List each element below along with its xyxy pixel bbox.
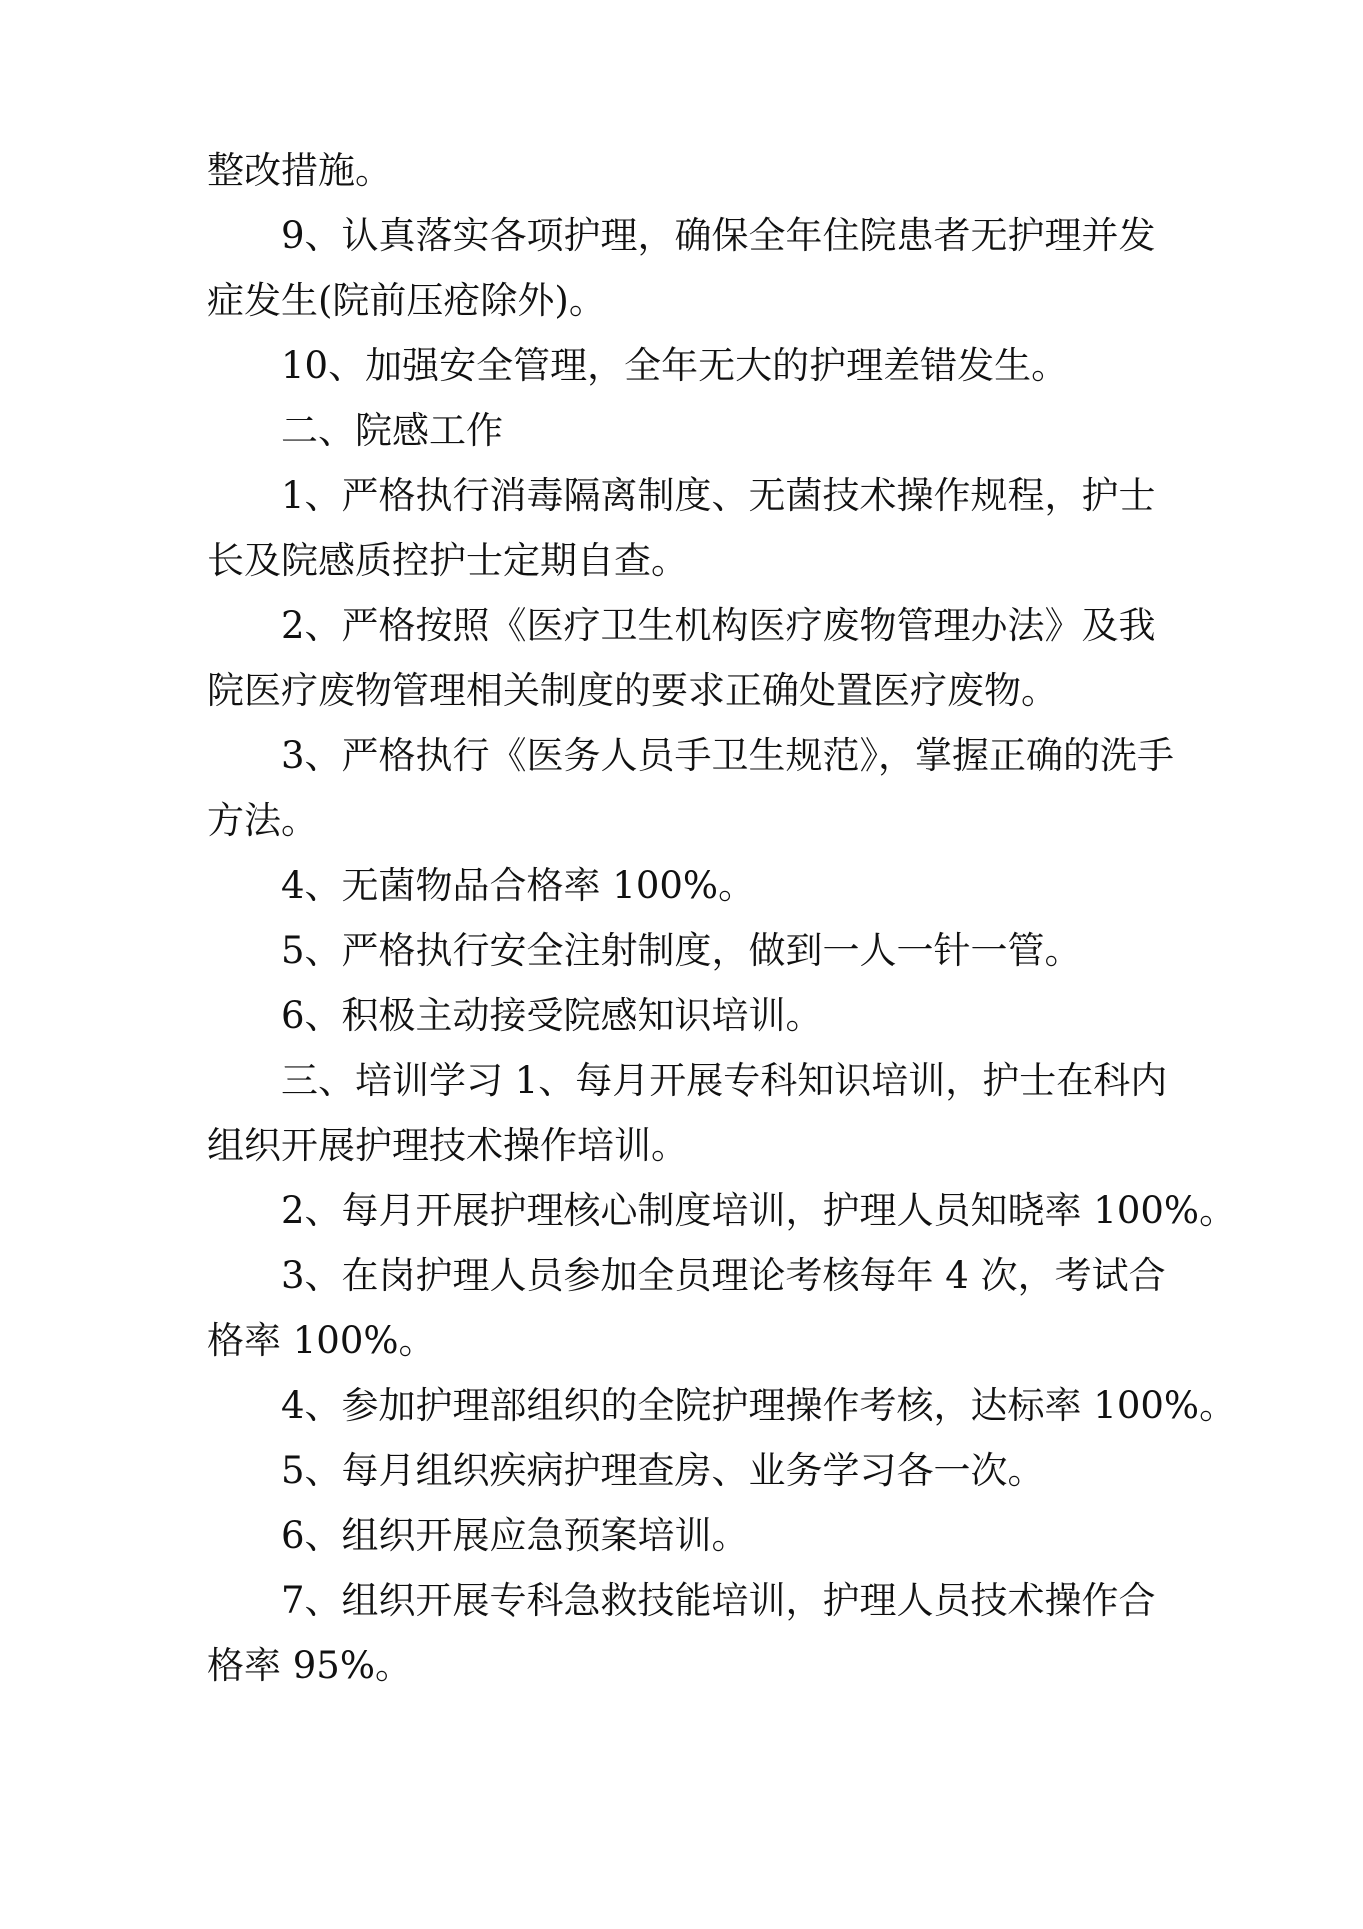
text-line: 7、组织开展专科急救技能培训，护理人员技术操作合	[281, 1579, 1156, 1622]
text-line: 2、严格按照《医疗卫生机构医疗废物管理办法》及我	[281, 604, 1156, 647]
text-line: 6、组织开展应急预案培训。	[281, 1514, 749, 1557]
text-line: 9、认真落实各项护理，确保全年住院患者无护理并发	[281, 214, 1156, 257]
text-line: 3、严格执行《医务人员手卫生规范》，掌握正确的洗手	[281, 734, 1175, 777]
section-heading: 二、院感工作	[281, 409, 503, 452]
text-line: 10、加强安全管理，全年无大的护理差错发生。	[281, 344, 1069, 387]
text-line: 5、严格执行安全注射制度，做到一人一针一管。	[281, 929, 1082, 972]
text-line: 5、每月组织疾病护理查房、业务学习各一次。	[281, 1449, 1045, 1492]
text-line: 4、参加护理部组织的全院护理操作考核，达标率 100%。	[281, 1384, 1237, 1427]
text-line: 组织开展护理技术操作培训。	[207, 1124, 688, 1167]
text-line: 6、积极主动接受院感知识培训。	[281, 994, 823, 1037]
section-heading: 三、培训学习 1、每月开展专科知识培训，护士在科内	[281, 1059, 1168, 1102]
text-line: 格率 95%。	[207, 1644, 412, 1687]
text-line: 症发生(院前压疮除外)。	[207, 279, 606, 322]
text-line: 4、无菌物品合格率 100%。	[281, 864, 756, 907]
document-body	[207, 138, 1237, 1698]
text-line: 方法。	[207, 799, 318, 842]
text-line: 3、在岗护理人员参加全员理论考核每年 4 次，考试合	[281, 1254, 1166, 1297]
text-line: 格率 100%。	[207, 1319, 436, 1362]
text-line: 2、每月开展护理核心制度培训，护理人员知晓率 100%。	[281, 1189, 1237, 1232]
text-line: 长及院感质控护士定期自查。	[207, 539, 688, 582]
text-line: 整改措施。	[207, 149, 392, 192]
text-line: 院医疗废物管理相关制度的要求正确处置医疗废物。	[207, 669, 1058, 712]
text-line: 1、严格执行消毒隔离制度、无菌技术操作规程，护士	[281, 474, 1156, 517]
